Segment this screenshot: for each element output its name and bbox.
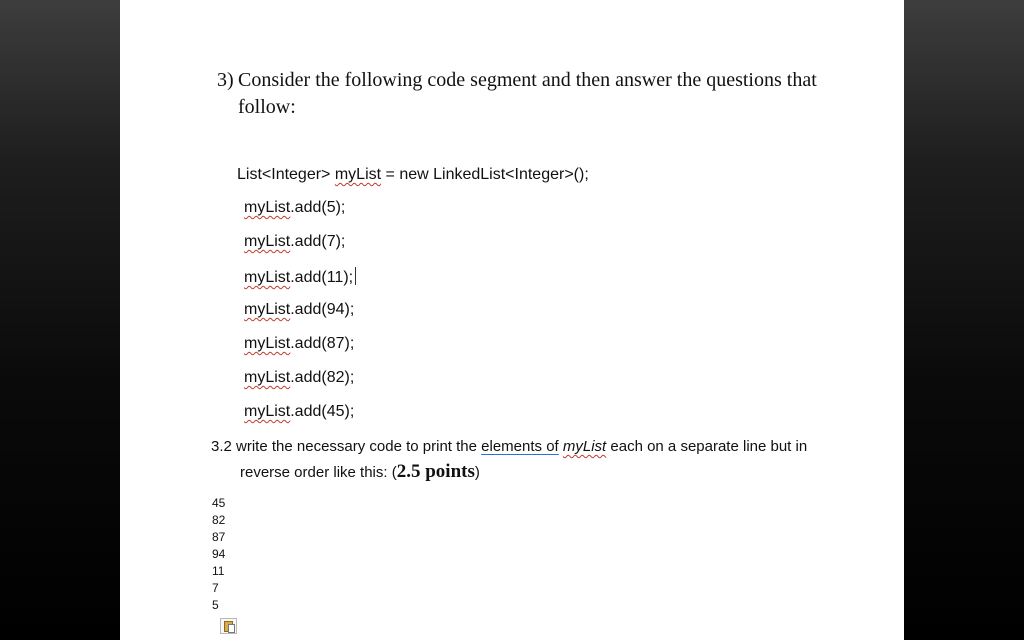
right-background bbox=[904, 0, 1024, 640]
paste-options-icon[interactable] bbox=[220, 618, 237, 634]
code-declaration-variable: myList bbox=[334, 166, 382, 183]
code-call: .add(87); bbox=[290, 335, 355, 352]
code-call: .add(5); bbox=[290, 199, 346, 216]
question-number: 3) bbox=[217, 69, 234, 91]
paste-sheet-icon bbox=[228, 624, 235, 633]
code-add-line bbox=[244, 335, 354, 353]
code-object: myList bbox=[244, 269, 291, 286]
code-call: .add(7); bbox=[290, 233, 346, 250]
code-add-line bbox=[244, 267, 356, 287]
document-page bbox=[120, 0, 904, 640]
subquestion-variable: myList bbox=[562, 438, 607, 455]
code-object: myList bbox=[244, 199, 291, 216]
left-background bbox=[0, 0, 120, 640]
code-add-line bbox=[244, 369, 354, 387]
code-call: .add(94); bbox=[290, 301, 355, 318]
code-declaration-initializer: = new LinkedList<Integer>(); bbox=[381, 166, 589, 183]
subquestion-text-end: each on a separate line but in bbox=[606, 438, 808, 455]
question-text-line-2: follow: bbox=[238, 96, 296, 118]
code-call: .add(11); bbox=[290, 269, 354, 286]
subquestion-line-1 bbox=[211, 438, 807, 455]
question-text-line-1: Consider the following code segment and then answer the questions that bbox=[238, 69, 817, 91]
code-call: .add(45); bbox=[290, 403, 355, 420]
output-line: 11 bbox=[212, 564, 225, 578]
code-add-line bbox=[244, 403, 354, 421]
code-declaration-type: List<Integer> bbox=[237, 166, 335, 183]
points-value: 2.5 points bbox=[396, 461, 475, 482]
code-object: myList bbox=[244, 403, 291, 420]
points-close-paren: ) bbox=[474, 464, 480, 481]
output-line: 87 bbox=[212, 530, 226, 544]
subquestion-text-line-2: reverse order like this: bbox=[240, 464, 392, 481]
code-add-line bbox=[244, 301, 354, 319]
code-object: myList bbox=[244, 233, 291, 250]
subquestion-number: 3.2 bbox=[211, 438, 232, 455]
code-object: myList bbox=[244, 301, 291, 318]
output-line: 94 bbox=[212, 547, 226, 561]
subquestion-text: write the necessary code to print the bbox=[231, 438, 482, 455]
output-line: 45 bbox=[212, 496, 226, 510]
subquestion-underlined-text: elements of bbox=[481, 438, 559, 455]
output-line: 7 bbox=[212, 581, 219, 595]
code-object: myList bbox=[244, 369, 291, 386]
text-cursor bbox=[355, 267, 356, 285]
output-line: 82 bbox=[212, 513, 226, 527]
code-object: myList bbox=[244, 335, 291, 352]
points-open-paren: ( bbox=[391, 464, 397, 481]
code-add-line bbox=[244, 233, 345, 251]
output-line: 5 bbox=[212, 598, 219, 612]
code-call: .add(82); bbox=[290, 369, 355, 386]
subquestion-line-2 bbox=[240, 461, 480, 483]
code-add-line bbox=[244, 199, 345, 217]
code-declaration bbox=[237, 166, 589, 184]
